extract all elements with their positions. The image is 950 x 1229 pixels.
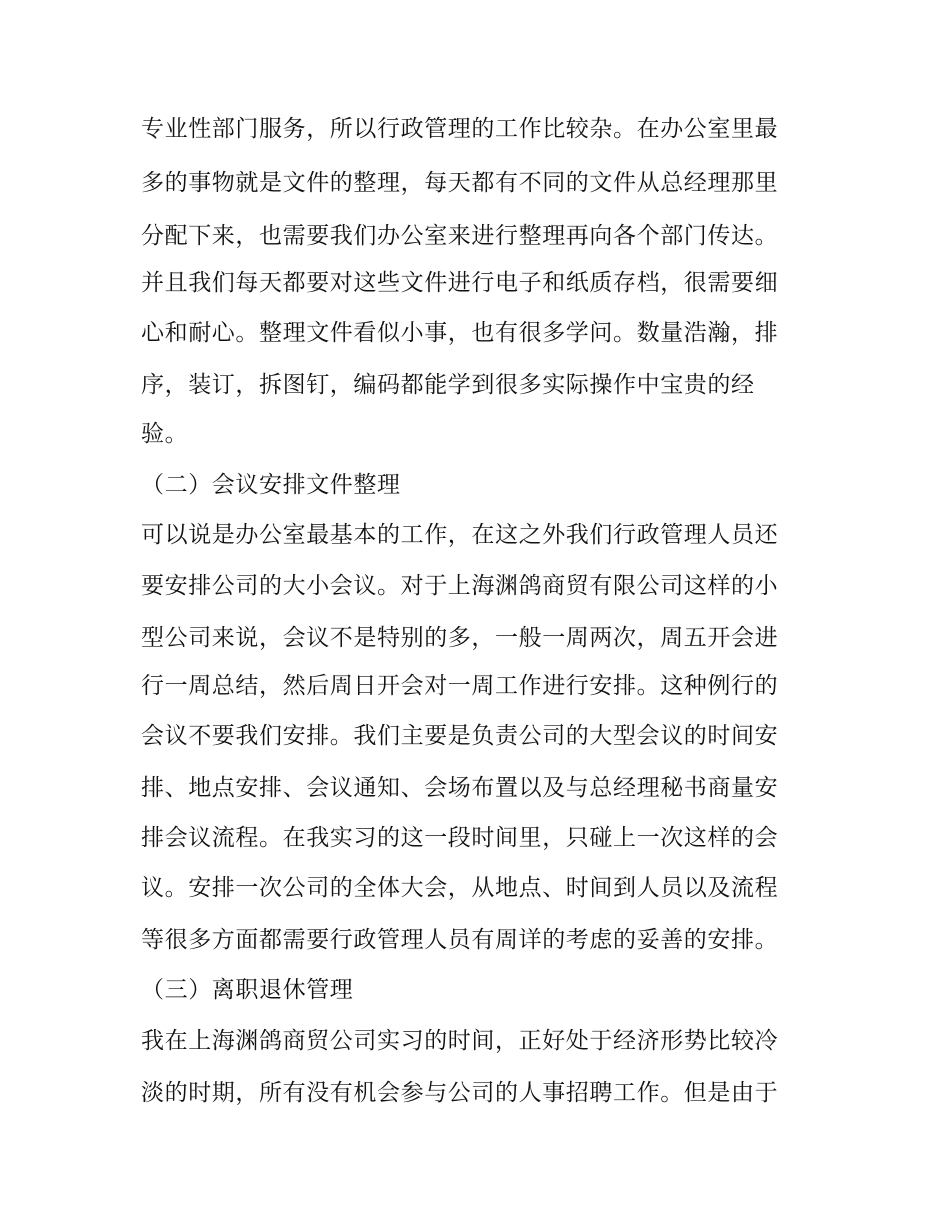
paragraph-line: 多的事物就是文件的整理，每天都有不同的文件从总经理那里: [141, 170, 779, 196]
paragraph-line: 排、地点安排、会议通知、会场布置以及与总经理秘书商量安: [141, 775, 779, 801]
paragraph-line: 淡的时期，所有没有机会参与公司的人事招聘工作。但是由于: [141, 1080, 779, 1106]
paragraph-line: 验。: [141, 421, 189, 447]
paragraph-line: 心和耐心。整理文件看似小事，也有很多学问。数量浩瀚，排: [141, 320, 779, 346]
paragraph-line: 并且我们每天都要对这些文件进行电子和纸质存档，很需要细: [141, 270, 779, 296]
section-heading: （二）会议安排文件整理: [141, 472, 401, 498]
paragraph-line: 排会议流程。在我实习的这一段时间里，只碰上一次这样的会: [141, 825, 779, 851]
paragraph-line: 等很多方面都需要行政管理人员有周详的考虑的妥善的安排。: [141, 927, 779, 953]
paragraph-line: 要安排公司的大小会议。对于上海渊鸽商贸有限公司这样的小: [141, 573, 779, 599]
paragraph-line: 行一周总结，然后周日开会对一周工作进行安排。这种例行的: [141, 673, 779, 699]
paragraph-line: 分配下来，也需要我们办公室来进行整理再向各个部门传达。: [141, 223, 779, 249]
paragraph-line: 序，装订，拆图钉，编码都能学到很多实际操作中宝贵的经: [141, 372, 755, 398]
section-heading: （三）离职退休管理: [141, 977, 354, 1003]
paragraph-line: 我在上海渊鸽商贸公司实习的时间，正好处于经济形势比较冷: [141, 1028, 779, 1054]
paragraph-line: 型公司来说，会议不是特别的多，一般一周两次，周五开会进: [141, 625, 779, 651]
paragraph-line: 会议不要我们安排。我们主要是负责公司的大型会议的时间安: [141, 723, 779, 749]
paragraph-line: 议。安排一次公司的全体大会，从地点、时间到人员以及流程: [141, 875, 779, 901]
paragraph-line: 可以说是办公室最基本的工作，在这之外我们行政管理人员还: [141, 522, 779, 548]
paragraph-line: 专业性部门服务，所以行政管理的工作比较杂。在办公室里最: [141, 116, 779, 142]
